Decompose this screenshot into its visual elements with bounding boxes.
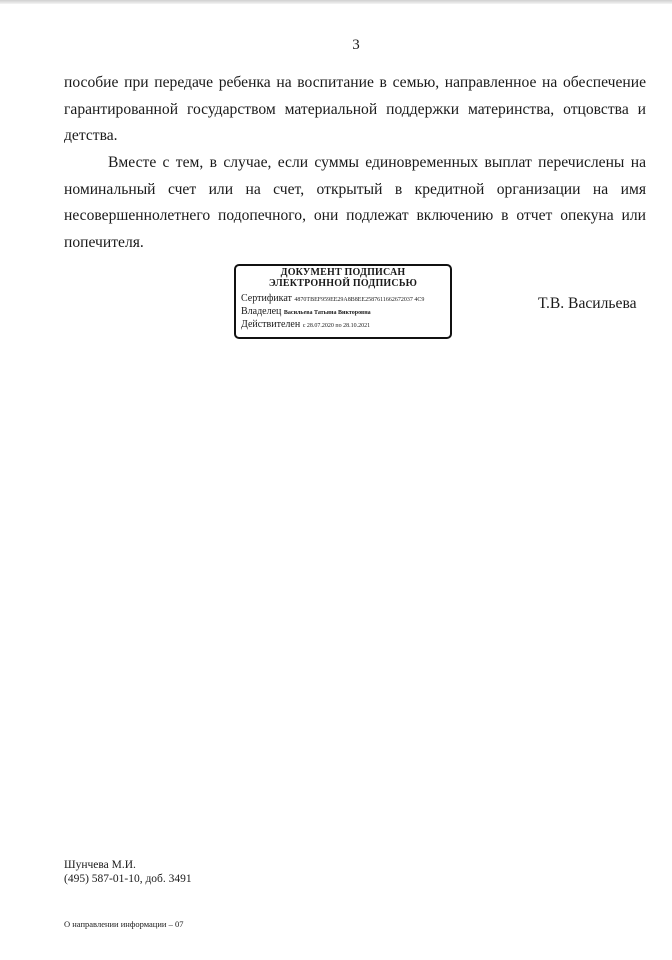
stamp-title-line-1: ДОКУМЕНТ ПОДПИСАН <box>280 267 406 278</box>
electronic-signature-stamp <box>234 264 452 339</box>
body-paragraph-2: Вместе с тем, в случае, если суммы единовременных выплат перечислены на номинальный счет или на счет, открытый в кредитной организации на имя несовершеннолетнего подопечного, они подлежат включению в отчет опекуна или попечителя. <box>64 154 646 251</box>
page-number: 3 <box>352 37 360 53</box>
footer-note: О направлении информации – 07 <box>64 919 184 929</box>
page-top-edge <box>0 0 672 4</box>
stamp-owner-row <box>241 306 445 319</box>
executor-name: Шунчева М.И. <box>64 859 136 871</box>
stamp-certificate-row <box>241 293 445 306</box>
signer-name: Т.В. Васильева <box>538 295 637 312</box>
stamp-valid-label: Действителен <box>241 319 301 330</box>
body-paragraph-1: пособие при передаче ребенка на воспитание в семью, направленное на обеспечение гарантированной государством материальной поддержки материнства, отцовства и детства. <box>64 74 646 144</box>
executor-phone: (495) 587-01-10, доб. 3491 <box>64 873 192 885</box>
stamp-valid-value: с 28.07.2020 по 28.10.2021 <box>302 323 371 329</box>
executor-block <box>64 858 192 886</box>
stamp-owner-label: Владелец <box>241 306 282 317</box>
stamp-valid-row <box>241 319 445 332</box>
stamp-certificate-label: Сертификат <box>241 293 292 304</box>
stamp-certificate-value: 4870TBEF959EE29A8B8EE2587611662672037 4C9 <box>294 297 425 303</box>
stamp-owner-value: Васильева Татьяна Викторовна <box>283 310 371 316</box>
stamp-title-line-2: ЭЛЕКТРОННОЙ ПОДПИСЬЮ <box>268 277 418 289</box>
